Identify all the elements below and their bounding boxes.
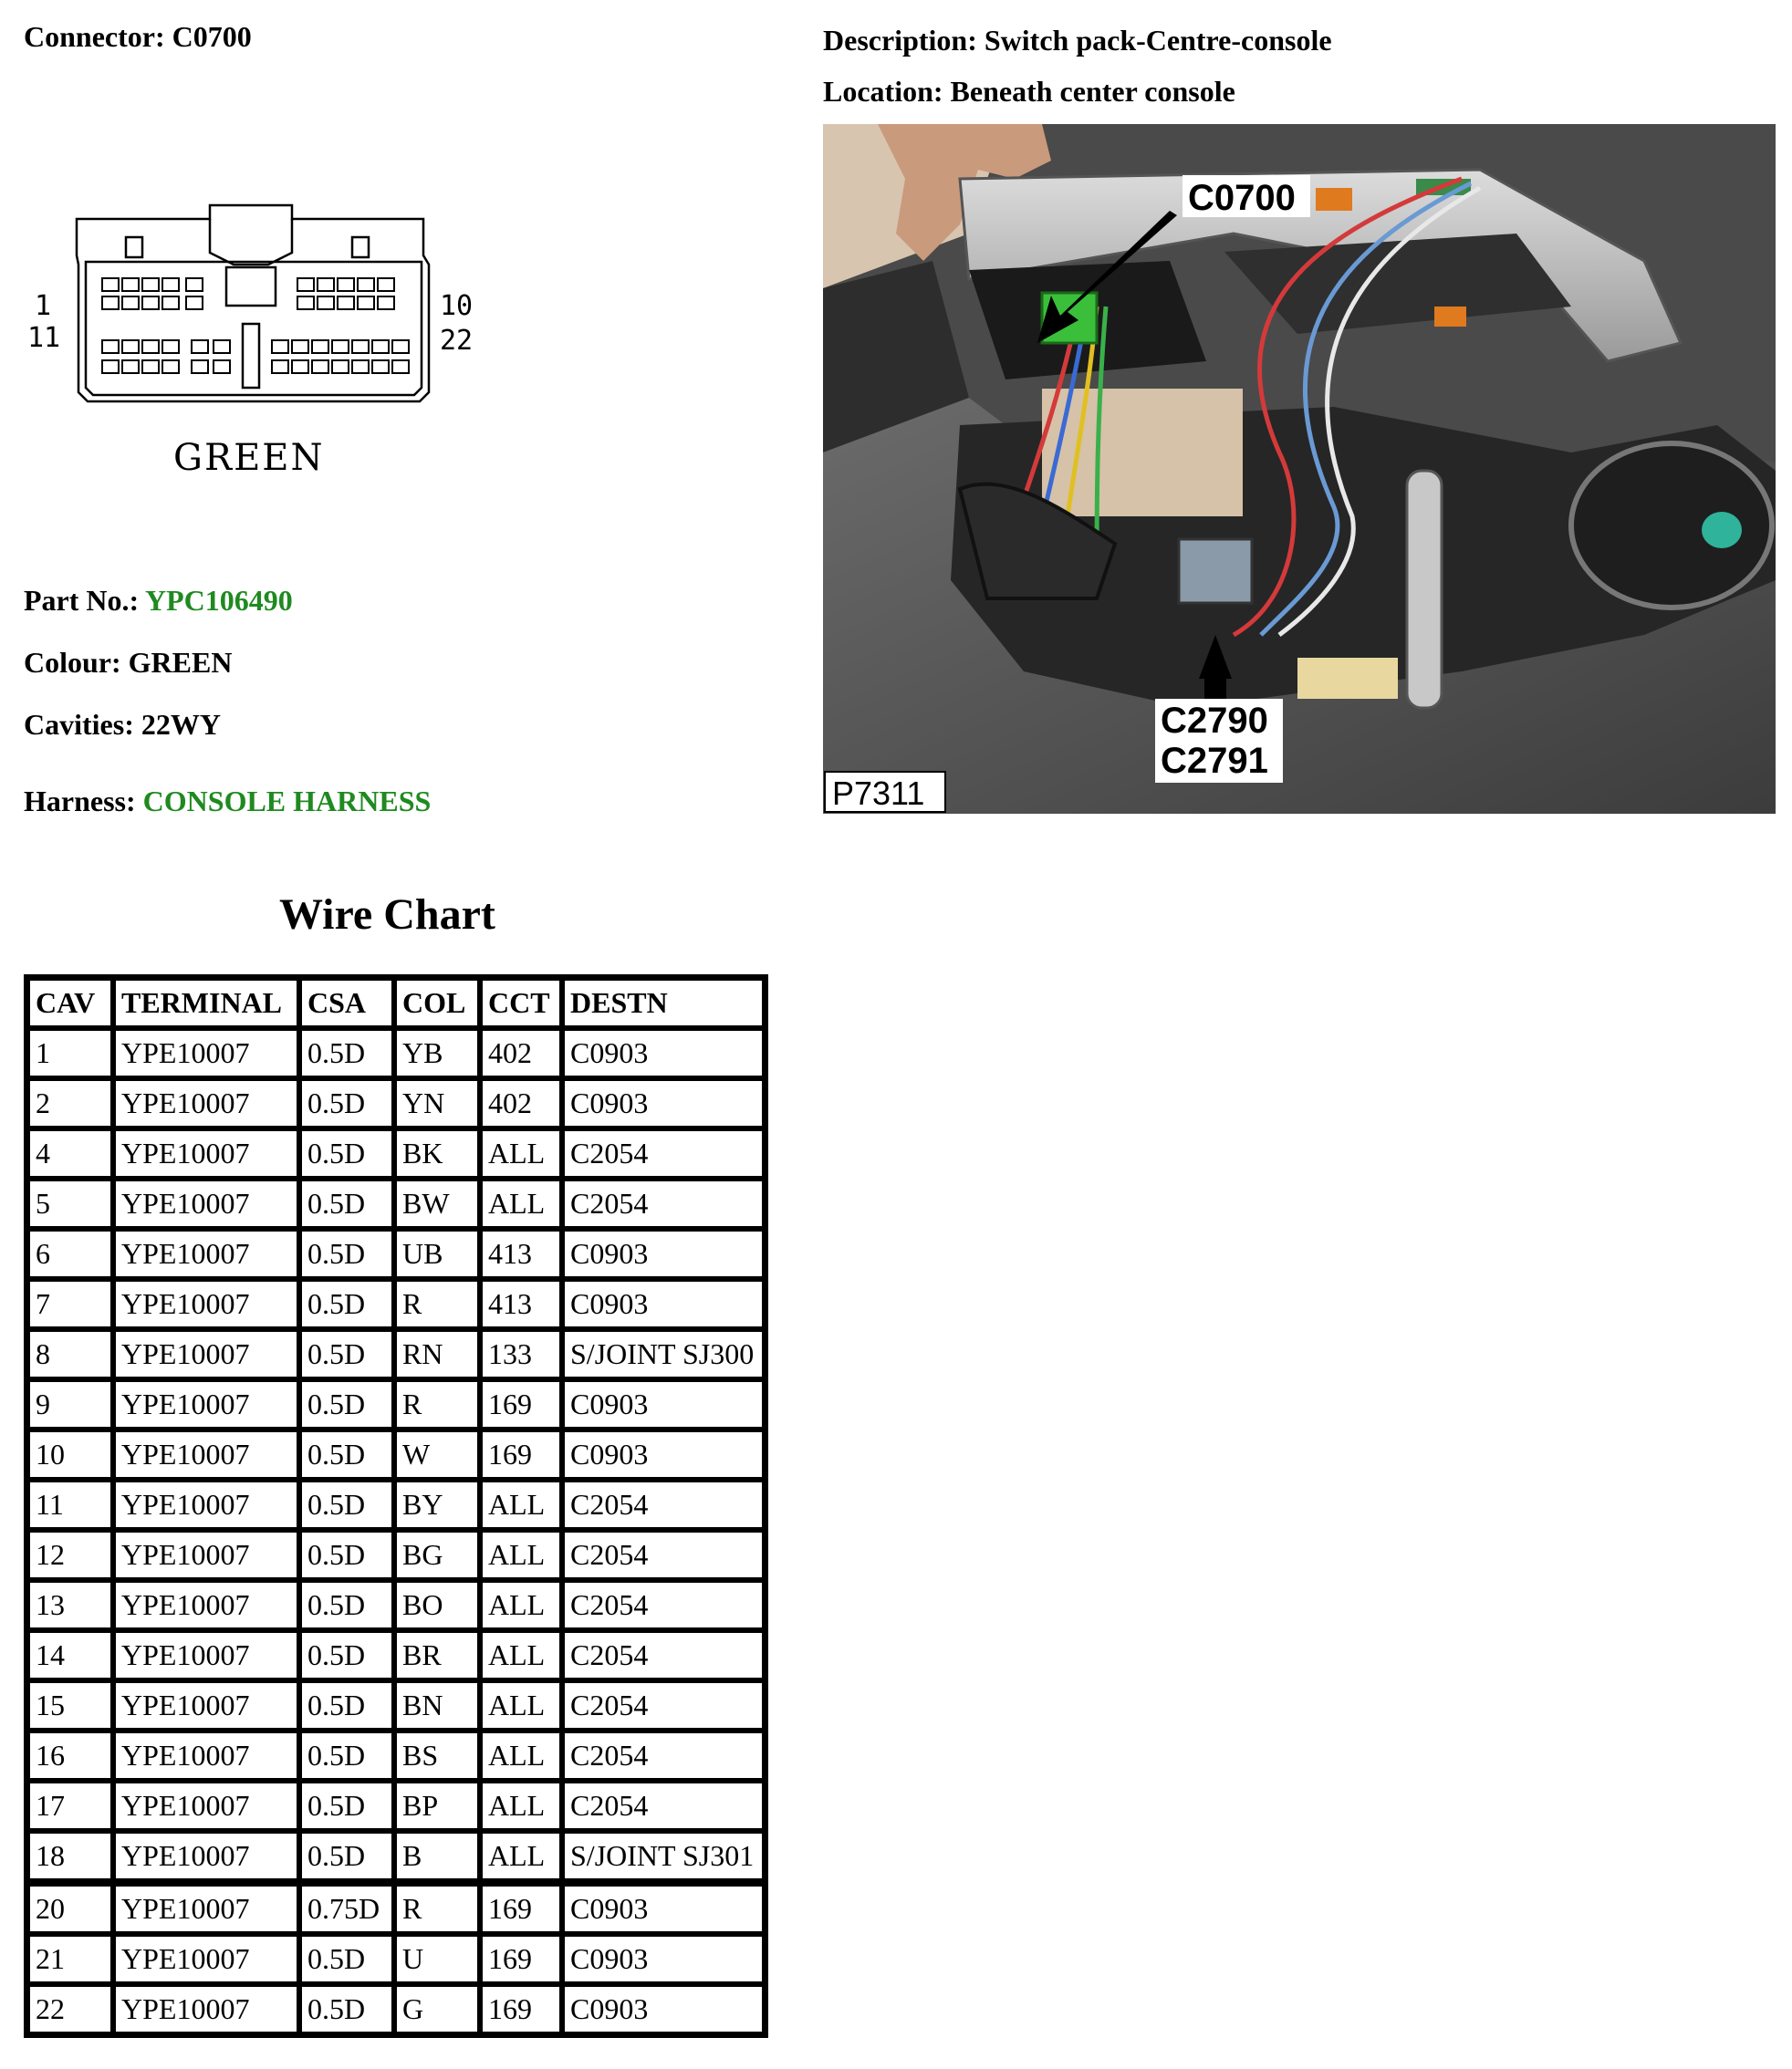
pin-22-label: 22 xyxy=(440,325,474,357)
cell-col: BN xyxy=(394,1680,480,1731)
cell-cav: 17 xyxy=(27,1781,113,1831)
location-line xyxy=(823,75,1235,109)
cell-cav: 6 xyxy=(27,1229,113,1279)
description-line xyxy=(823,24,1332,57)
cell-terminal: YPE10007 xyxy=(113,1580,299,1630)
cell-terminal: YPE10007 xyxy=(113,1179,299,1229)
pin-11-label: 11 xyxy=(27,322,61,354)
cell-terminal: YPE10007 xyxy=(113,1078,299,1128)
table-row xyxy=(27,1028,765,1078)
cell-destn: C0903 xyxy=(562,1028,765,1078)
connector-diagram xyxy=(27,196,502,497)
cell-col: B xyxy=(394,1831,480,1881)
part-no-value: YPC106490 xyxy=(144,584,293,617)
cell-cct: ALL xyxy=(480,1781,562,1831)
cell-col: BR xyxy=(394,1630,480,1680)
cell-col: R xyxy=(394,1379,480,1430)
wire-chart-body xyxy=(27,1028,765,2034)
colour-line xyxy=(24,646,232,680)
cell-destn: S/JOINT SJ301 xyxy=(562,1831,765,1881)
colour-label: Colour: xyxy=(24,646,121,679)
connector-label: Connector: xyxy=(24,20,165,53)
cell-col: G xyxy=(394,1984,480,2034)
cell-destn: C2054 xyxy=(562,1680,765,1731)
cell-csa: 0.5D xyxy=(299,1480,394,1530)
cell-cct: 413 xyxy=(480,1279,562,1329)
cell-cav: 18 xyxy=(27,1831,113,1881)
harness-line xyxy=(24,785,431,818)
cell-cct: ALL xyxy=(480,1680,562,1731)
cell-col: BW xyxy=(394,1179,480,1229)
header-cav: CAV xyxy=(27,978,113,1028)
cell-cct: 169 xyxy=(480,1984,562,2034)
callout-c2791: C2791 xyxy=(1161,741,1268,781)
cell-terminal: YPE10007 xyxy=(113,1430,299,1480)
cell-col: BS xyxy=(394,1731,480,1781)
cell-terminal: YPE10007 xyxy=(113,1781,299,1831)
cell-cav: 21 xyxy=(27,1934,113,1984)
cell-destn: S/JOINT SJ300 xyxy=(562,1329,765,1379)
cell-col: BG xyxy=(394,1530,480,1580)
callout-c0700: C0700 xyxy=(1188,178,1296,218)
cell-cav: 20 xyxy=(27,1881,113,1934)
table-row xyxy=(27,1781,765,1831)
cell-cct: 169 xyxy=(480,1934,562,1984)
cell-cav: 11 xyxy=(27,1480,113,1530)
cell-cct: ALL xyxy=(480,1480,562,1530)
description-value: Switch pack-Centre-console xyxy=(984,24,1332,57)
harness-label: Harness: xyxy=(24,785,136,817)
table-row xyxy=(27,1580,765,1630)
cell-csa: 0.75D xyxy=(299,1881,394,1934)
wire-chart-title: Wire Chart xyxy=(279,890,495,939)
cell-destn: C2054 xyxy=(562,1480,765,1530)
table-row xyxy=(27,1680,765,1731)
cell-cct: 169 xyxy=(480,1430,562,1480)
cell-destn: C2054 xyxy=(562,1731,765,1781)
colour-value: GREEN xyxy=(128,646,233,679)
cell-cct: 413 xyxy=(480,1229,562,1279)
cell-cav: 16 xyxy=(27,1731,113,1781)
cell-destn: C0903 xyxy=(562,1229,765,1279)
cell-terminal: YPE10007 xyxy=(113,1379,299,1430)
table-row xyxy=(27,1530,765,1580)
cell-csa: 0.5D xyxy=(299,1630,394,1680)
table-row xyxy=(27,1078,765,1128)
cell-csa: 0.5D xyxy=(299,1229,394,1279)
connector-line xyxy=(24,20,252,54)
header-csa: CSA xyxy=(299,978,394,1028)
cell-col: R xyxy=(394,1881,480,1934)
cell-terminal: YPE10007 xyxy=(113,1530,299,1580)
cell-cct: ALL xyxy=(480,1179,562,1229)
cell-cct: ALL xyxy=(480,1128,562,1179)
location-label: Location: xyxy=(823,75,943,108)
cell-destn: C0903 xyxy=(562,1984,765,2034)
table-row xyxy=(27,1329,765,1379)
cell-destn: C0903 xyxy=(562,1881,765,1934)
cell-csa: 0.5D xyxy=(299,1680,394,1731)
cell-col: YB xyxy=(394,1028,480,1078)
cell-csa: 0.5D xyxy=(299,1580,394,1630)
cell-destn: C0903 xyxy=(562,1279,765,1329)
cell-col: R xyxy=(394,1279,480,1329)
cell-terminal: YPE10007 xyxy=(113,1680,299,1731)
cell-terminal: YPE10007 xyxy=(113,1831,299,1881)
cell-csa: 0.5D xyxy=(299,1984,394,2034)
cell-csa: 0.5D xyxy=(299,1934,394,1984)
header-col: COL xyxy=(394,978,480,1028)
cavities-label: Cavities: xyxy=(24,708,134,741)
table-row xyxy=(27,1179,765,1229)
cell-csa: 0.5D xyxy=(299,1329,394,1379)
cell-csa: 0.5D xyxy=(299,1179,394,1229)
cell-terminal: YPE10007 xyxy=(113,1480,299,1530)
connector-value: C0700 xyxy=(172,20,252,53)
cell-csa: 0.5D xyxy=(299,1128,394,1179)
cell-csa: 0.5D xyxy=(299,1430,394,1480)
cell-col: BO xyxy=(394,1580,480,1630)
cell-terminal: YPE10007 xyxy=(113,1229,299,1279)
cell-csa: 0.5D xyxy=(299,1530,394,1580)
cell-terminal: YPE10007 xyxy=(113,1128,299,1179)
table-row xyxy=(27,1630,765,1680)
cell-cav: 2 xyxy=(27,1078,113,1128)
cell-terminal: YPE10007 xyxy=(113,1630,299,1680)
cell-cav: 12 xyxy=(27,1530,113,1580)
cell-col: YN xyxy=(394,1078,480,1128)
cell-terminal: YPE10007 xyxy=(113,1028,299,1078)
table-row xyxy=(27,1430,765,1480)
table-row xyxy=(27,1128,765,1179)
cavities-line xyxy=(24,708,221,742)
cell-cct: 402 xyxy=(480,1028,562,1078)
cell-cct: 169 xyxy=(480,1881,562,1934)
cell-csa: 0.5D xyxy=(299,1831,394,1881)
cell-cav: 14 xyxy=(27,1630,113,1680)
location-value: Beneath center console xyxy=(950,75,1235,108)
cell-cct: ALL xyxy=(480,1630,562,1680)
cell-csa: 0.5D xyxy=(299,1028,394,1078)
cell-destn: C2054 xyxy=(562,1530,765,1580)
cell-cct: ALL xyxy=(480,1580,562,1630)
cell-col: U xyxy=(394,1934,480,1984)
table-header-row xyxy=(27,978,765,1028)
cell-destn: C0903 xyxy=(562,1430,765,1480)
table-row xyxy=(27,1279,765,1329)
cell-csa: 0.5D xyxy=(299,1379,394,1430)
cell-cav: 13 xyxy=(27,1580,113,1630)
cell-csa: 0.5D xyxy=(299,1279,394,1329)
cell-cav: 7 xyxy=(27,1279,113,1329)
cell-terminal: YPE10007 xyxy=(113,1934,299,1984)
cell-col: BK xyxy=(394,1128,480,1179)
header-destn: DESTN xyxy=(562,978,765,1028)
diagram-colour-caption: GREEN xyxy=(173,437,325,479)
cell-cav: 5 xyxy=(27,1179,113,1229)
cell-cct: ALL xyxy=(480,1831,562,1881)
cell-cav: 22 xyxy=(27,1984,113,2034)
cell-col: BP xyxy=(394,1781,480,1831)
cell-cav: 15 xyxy=(27,1680,113,1731)
table-row xyxy=(27,1379,765,1430)
cell-col: UB xyxy=(394,1229,480,1279)
cell-destn: C2054 xyxy=(562,1630,765,1680)
cell-destn: C0903 xyxy=(562,1379,765,1430)
wire-chart-table xyxy=(24,974,768,2038)
cell-col: RN xyxy=(394,1329,480,1379)
cell-cav: 4 xyxy=(27,1128,113,1179)
header-cct: CCT xyxy=(480,978,562,1028)
cell-col: W xyxy=(394,1430,480,1480)
cell-cct: 402 xyxy=(480,1078,562,1128)
cell-destn: C0903 xyxy=(562,1934,765,1984)
table-row xyxy=(27,1731,765,1781)
cell-destn: C2054 xyxy=(562,1781,765,1831)
table-row xyxy=(27,1881,765,1934)
cell-cct: ALL xyxy=(480,1731,562,1781)
cell-terminal: YPE10007 xyxy=(113,1731,299,1781)
console-photo xyxy=(823,124,1776,814)
header-terminal: TERMINAL xyxy=(113,978,299,1028)
cell-cct: 133 xyxy=(480,1329,562,1379)
cell-destn: C2054 xyxy=(562,1128,765,1179)
cell-terminal: YPE10007 xyxy=(113,1881,299,1934)
photo-ref: P7311 xyxy=(832,775,925,812)
cell-destn: C0903 xyxy=(562,1078,765,1128)
part-no-line xyxy=(24,584,293,618)
table-row xyxy=(27,1984,765,2034)
cell-destn: C2054 xyxy=(562,1580,765,1630)
part-no-label: Part No.: xyxy=(24,584,140,617)
cell-cct: ALL xyxy=(480,1530,562,1580)
table-row xyxy=(27,1831,765,1881)
table-row xyxy=(27,1480,765,1530)
table-row xyxy=(27,1229,765,1279)
cell-cct: 169 xyxy=(480,1379,562,1430)
cell-cav: 1 xyxy=(27,1028,113,1078)
cell-cav: 10 xyxy=(27,1430,113,1480)
cell-destn: C2054 xyxy=(562,1179,765,1229)
cell-csa: 0.5D xyxy=(299,1731,394,1781)
cell-terminal: YPE10007 xyxy=(113,1329,299,1379)
cell-csa: 0.5D xyxy=(299,1781,394,1831)
description-label: Description: xyxy=(823,24,977,57)
cell-csa: 0.5D xyxy=(299,1078,394,1128)
cell-cav: 9 xyxy=(27,1379,113,1430)
pin-10-label: 10 xyxy=(440,290,474,322)
harness-value: CONSOLE HARNESS xyxy=(142,785,432,817)
table-row xyxy=(27,1934,765,1984)
cell-col: BY xyxy=(394,1480,480,1530)
cavities-value: 22WY xyxy=(141,708,221,741)
cell-terminal: YPE10007 xyxy=(113,1984,299,2034)
callout-c2790: C2790 xyxy=(1161,701,1268,741)
cell-terminal: YPE10007 xyxy=(113,1279,299,1329)
pin-1-label: 1 xyxy=(35,290,52,322)
cell-cav: 8 xyxy=(27,1329,113,1379)
